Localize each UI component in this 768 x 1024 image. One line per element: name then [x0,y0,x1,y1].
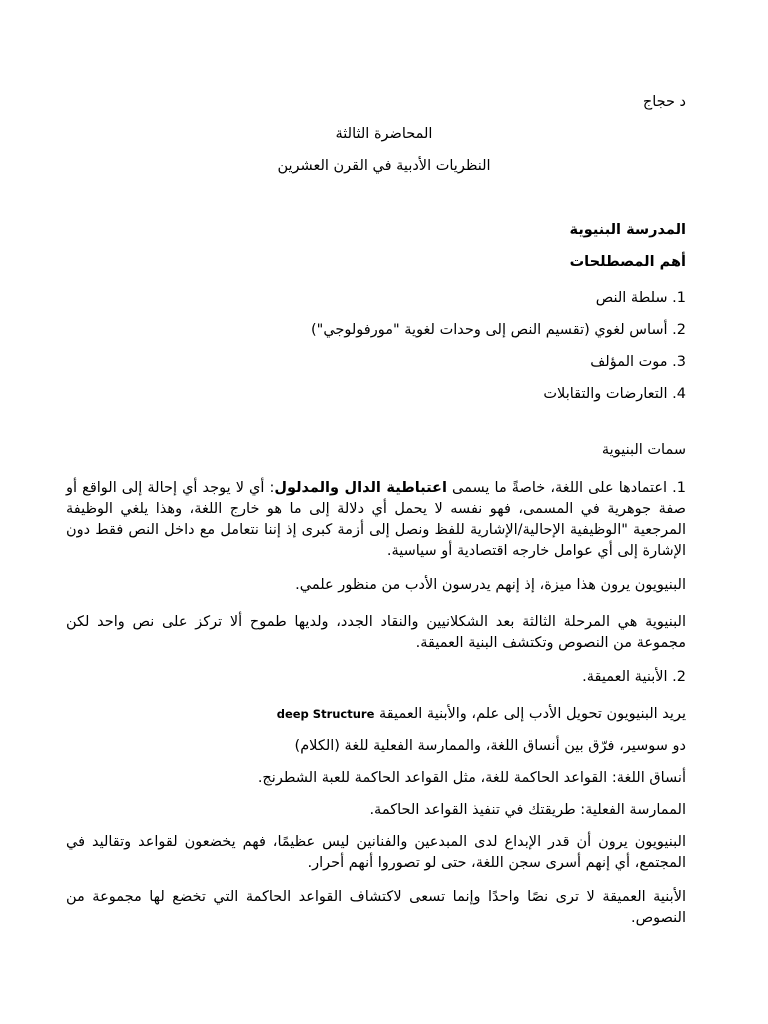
section-title: المدرسة البنيوية [569,222,686,238]
bold-term: اعتباطية الدال والمدلول [274,480,447,496]
term-item: 4. التعارضات والتقابلات [543,386,686,402]
features-heading: سمات البنيوية [601,442,686,458]
paragraph: البنيويون يرون هذا ميزة، إذ إنهم يدرسون الأدب من منظور علمي. [295,577,686,593]
paragraph-text: : أي لا يوجد أي إحالة إلى الواقع أو صفة جوهرية في المسمى، فهو نفسه لا يحمل أي دلالة إلى ما هو خارج اللغة، وهذا يلغي الوظيفة المرجعية "الوظيفية الإحالية/الإشارية للفظ ونصل إلى أزمة كبرى إذ إننا نتعامل مع داخل النص فقط دون الإشارة إلى أي عوامل خارجه اقتصادية أو سياسية. [66,480,686,559]
paragraph-deep-structure [277,704,686,724]
feature-item: 2. الأبنية العميقة. [582,669,686,685]
term-item: 1. سلطة النص [595,290,686,306]
paragraph: الممارسة الفعلية: طريقتك في تنفيذ القواعد الحاكمة. [369,802,686,818]
paragraph: دو سوسير، فرّق بين أنساق اللغة، والممارسة الفعلية للغة (الكلام) [294,738,686,754]
paragraph-arbitrariness [66,478,686,562]
terms-heading: أهم المصطلحات [569,254,686,270]
author-line: د حجاج [642,94,686,110]
paragraph: البنيوية هي المرحلة الثالثة بعد الشكلانيين والنقاد الجدد، ولديها طموح ألا تركز على نص واحد لكن مجموعة من النصوص وتكتشف البنية العميقة. [66,614,686,651]
english-term: deep Structure [276,707,375,721]
term-item: 2. أساس لغوي (تقسيم النص إلى وحدات لغوية "مورفولوجي") [311,322,686,338]
paragraph: البنيويون يرون أن قدر الإبداع لدى المبدعين والفنانين ليس عظيمًا، فهم يخضعون لقواعد وتقاليد في المجتمع، أي إنهم أسرى سجن اللغة، حتى لو تصوروا أنهم أحرار. [66,834,686,871]
term-item: 3. موت المؤلف [590,354,686,370]
course-title: النظريات الأدبية في القرن العشرين [277,158,491,174]
paragraph-text: يريد البنيويون تحويل الأدب إلى علم، والأبنية العميقة [374,706,686,722]
paragraph: أنساق اللغة: القواعد الحاكمة للغة، مثل القواعد الحاكمة للعبة الشطرنج. [257,770,686,786]
lecture-title: المحاضرة الثالثة [335,126,433,142]
paragraph: الأبنية العميقة لا ترى نصًا واحدًا وإنما تسعى لاكتشاف القواعد الحاكمة التي تخضع لها مجموعة من النصوص. [66,889,686,926]
paragraph-text: 1. اعتمادها على اللغة، خاصةً ما يسمى [446,480,687,496]
